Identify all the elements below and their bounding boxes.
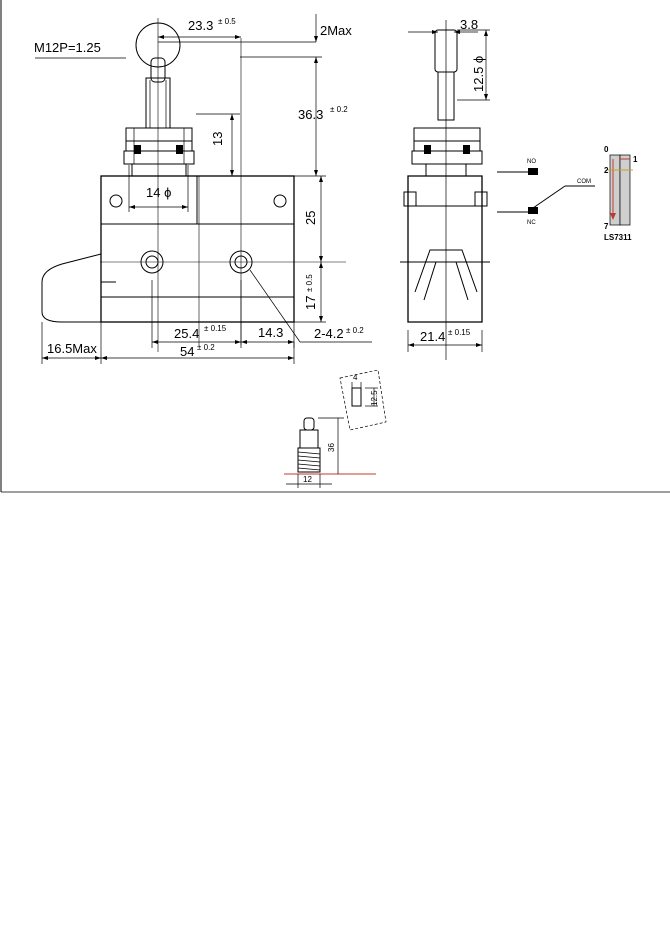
detail-view (340, 370, 386, 430)
dim-max-travel: 2Max (320, 23, 352, 38)
dim-mount-holes-tol: ± 0.2 (346, 326, 364, 335)
dim-top-width-tol: ± 0.5 (218, 17, 236, 26)
dim-overtravel: 16.5Max (47, 341, 97, 356)
dim-hole-edge: 14.3 (258, 325, 284, 340)
detail-width: 4 (353, 373, 358, 382)
dim-hole-spacing-tol: ± 0.15 (204, 324, 227, 333)
dim-mount-offset-tol: ± 0.5 (305, 274, 314, 292)
dim-plunger-dia: 12.5 ϕ (471, 55, 486, 92)
circuit-symbol (497, 168, 595, 214)
dim-body-height: 25 (303, 210, 318, 225)
detail-height: 12.5 (370, 390, 379, 406)
com-label: COM (577, 179, 591, 185)
no-label: NO (527, 159, 536, 165)
front-view (42, 18, 346, 352)
dim-body-length: 54 (180, 344, 195, 359)
gauge-scale-2: 2 (604, 166, 609, 175)
dim-top-width: 23.3 (188, 18, 214, 33)
dim-plunger-width: 3.8 (460, 17, 479, 32)
dim-hole-dia: 14 ϕ (146, 185, 172, 200)
thread-spec-label: M12P=1.25 (34, 40, 101, 55)
gauge (607, 155, 633, 225)
gauge-scale-0: 0 (604, 145, 609, 154)
dim-height: 36.3 (298, 107, 324, 122)
dim-bushing-height: 13 (210, 131, 225, 146)
gauge-scale-7: 7 (604, 222, 609, 231)
panel-view (284, 418, 376, 488)
nc-label: NC (527, 220, 536, 226)
dim-hole-spacing: 25.4 (174, 326, 200, 341)
panel-width: 12 (303, 475, 312, 484)
gauge-scale-1: 1 (633, 155, 638, 164)
dim-mount-holes: 2-4.2 (314, 326, 344, 341)
dim-height-tol: ± 0.2 (330, 105, 348, 114)
dim-mount-offset: 17 (303, 295, 318, 310)
dim-body-width-tol: ± 0.15 (448, 328, 471, 337)
panel-height: 36 (327, 443, 336, 452)
gauge-model: LS7311 (604, 233, 632, 242)
dim-body-length-tol: ± 0.2 (197, 343, 215, 352)
front-dimensions (35, 14, 372, 364)
dim-body-width: 21.4 (420, 329, 446, 344)
